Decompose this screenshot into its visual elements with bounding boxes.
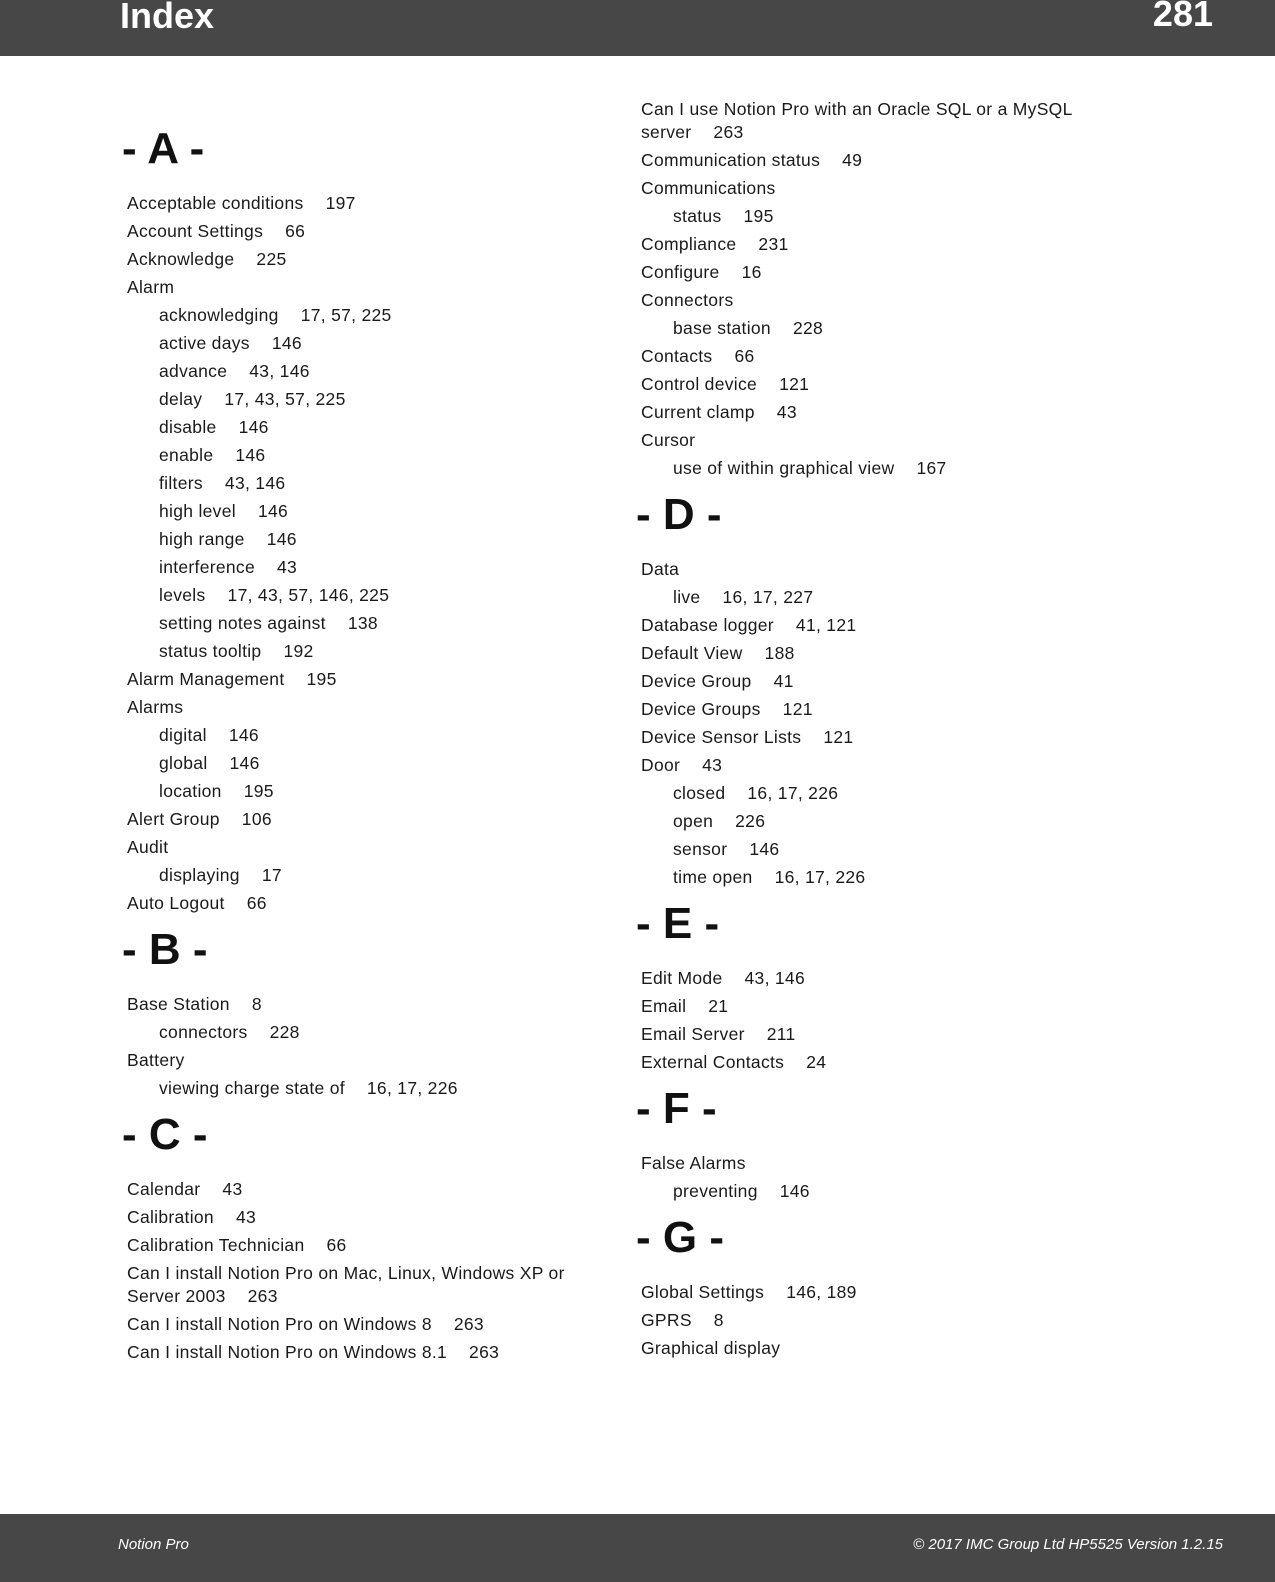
page-title: Index: [120, 0, 215, 36]
index-entry: [122, 1178, 602, 1201]
index-term: Current clamp: [641, 402, 755, 422]
index-subterm-line: [122, 332, 602, 355]
index-subterm: high level: [159, 501, 236, 521]
index-subterm: displaying: [159, 865, 240, 885]
index-page-link[interactable]: 8: [713, 1310, 724, 1330]
index-page-link[interactable]: 195: [743, 206, 774, 226]
index-subterm-line: [122, 360, 602, 383]
index-entry: [122, 248, 602, 271]
index-entry: [122, 892, 602, 915]
index-term: Graphical display: [641, 1338, 781, 1358]
index-column-right: [636, 98, 1106, 1365]
index-subterm: base station: [673, 318, 771, 338]
index-term: Connectors: [641, 290, 734, 310]
index-subterm: advance: [159, 361, 228, 381]
index-page-link[interactable]: 146: [749, 839, 780, 859]
index-subterm-line: [122, 388, 602, 411]
index-entry: [122, 1313, 602, 1336]
index-subterm: live: [673, 587, 701, 607]
index-subterm: open: [673, 811, 714, 831]
index-subterm: status: [673, 206, 722, 226]
index-subterm: active days: [159, 333, 250, 353]
index-term-line: [122, 808, 602, 831]
index-entry: [636, 1337, 1106, 1360]
index-term-line: [636, 177, 1106, 200]
index-term: Can I install Notion Pro on Windows 8: [127, 1314, 432, 1334]
index-term-line: [636, 558, 1106, 581]
index-entry: [636, 345, 1106, 368]
index-letter-heading: - G -: [636, 1213, 724, 1262]
index-subterm: sensor: [673, 839, 728, 859]
index-subterm-line: [122, 528, 602, 551]
index-letter-heading: - E -: [636, 899, 720, 948]
index-page-link[interactable]: 43: [222, 1179, 243, 1199]
index-page-link[interactable]: 146, 189: [786, 1282, 857, 1302]
index-subterm-line: [122, 304, 602, 327]
footer-product: Notion Pro: [118, 1536, 189, 1553]
index-subterm-line: [636, 317, 1106, 340]
index-page-link[interactable]: 43: [277, 557, 298, 577]
index-term: Base Station: [127, 994, 230, 1014]
index-letter-heading: - F -: [636, 1084, 717, 1133]
index-page-link[interactable]: 16, 17, 227: [722, 587, 814, 607]
index-page-link[interactable]: 41, 121: [795, 615, 857, 635]
index-term: Calendar: [127, 1179, 201, 1199]
index-subterm-line: [122, 1077, 602, 1100]
index-page-link[interactable]: 66: [285, 221, 306, 241]
index-term: Acceptable conditions: [127, 193, 304, 213]
index-page-link[interactable]: 21: [708, 996, 729, 1016]
index-page-link[interactable]: 121: [782, 699, 813, 719]
index-entry: [122, 1341, 602, 1364]
index-entry: [636, 401, 1106, 424]
index-page-link[interactable]: 66: [326, 1235, 347, 1255]
index-subterm: filters: [159, 473, 203, 493]
index-subterm: connectors: [159, 1022, 248, 1042]
index-subterm: global: [159, 753, 208, 773]
index-page-link[interactable]: 17, 57, 225: [300, 305, 392, 325]
index-term-line: [122, 696, 602, 719]
index-subterm: viewing charge state of: [159, 1078, 345, 1098]
index-entry: [122, 808, 602, 831]
index-term-line: [636, 1337, 1106, 1360]
index-page-link[interactable]: 146: [238, 417, 269, 437]
index-term-line: [636, 1051, 1106, 1074]
index-letter-heading: - C -: [122, 1110, 208, 1159]
index-term: Calibration Technician: [127, 1235, 305, 1255]
index-subterm-line: [636, 810, 1106, 833]
index-entry: [636, 1309, 1106, 1332]
index-page-link[interactable]: 16, 17, 226: [366, 1078, 458, 1098]
index-subterm-line: [636, 457, 1106, 480]
index-subterm: high range: [159, 529, 245, 549]
index-term-line: [636, 614, 1106, 637]
index-page-link[interactable]: 41: [773, 671, 794, 691]
index-term: Control device: [641, 374, 758, 394]
index-page-link[interactable]: 146: [271, 333, 302, 353]
index-term-line: [636, 289, 1106, 312]
index-page-link[interactable]: 211: [766, 1024, 796, 1044]
index-term: Alarms: [127, 697, 184, 717]
index-entry: [636, 98, 1106, 144]
index-page-link[interactable]: 43: [235, 1207, 257, 1227]
index-term-line: [122, 1341, 602, 1364]
index-page-link[interactable]: 17, 43, 57, 146, 225: [227, 585, 390, 605]
page-number: 281: [1152, 0, 1213, 34]
index-page-link[interactable]: 188: [764, 643, 795, 663]
index-page-link[interactable]: 263: [713, 122, 744, 142]
index-page-link[interactable]: 121: [779, 374, 810, 394]
index-term-line: [636, 233, 1106, 256]
index-term-line: [636, 1281, 1106, 1304]
index-subterm: status tooltip: [159, 641, 262, 661]
index-subterm: use of within graphical view: [673, 458, 895, 478]
index-subterm: disable: [159, 417, 217, 437]
index-subterm: preventing: [673, 1181, 758, 1201]
index-term: Cursor: [641, 430, 696, 450]
index-entry: [636, 429, 1106, 480]
index-term: Alert Group: [127, 809, 220, 829]
index-entry: [636, 1152, 1106, 1203]
index-term-line: [122, 668, 602, 691]
index-page-link[interactable]: 66: [734, 346, 755, 366]
index-entry: [636, 233, 1106, 256]
index-page-link[interactable]: 66: [246, 893, 267, 913]
index-entry: [636, 261, 1106, 284]
index-entry: [122, 1262, 602, 1308]
index-page-link[interactable]: 43, 146: [744, 968, 805, 988]
index-page-link[interactable]: 195: [306, 669, 337, 689]
index-term-line: [122, 220, 602, 243]
index-term: Database logger: [641, 615, 774, 635]
index-page-link[interactable]: 138: [347, 613, 378, 633]
index-term: Data: [641, 559, 680, 579]
index-letter-heading: - B -: [122, 925, 208, 974]
index-subterm-line: [122, 1021, 602, 1044]
index-page-link[interactable]: 263: [247, 1286, 278, 1306]
index-entry: [122, 993, 602, 1044]
index-page-link[interactable]: 43, 146: [224, 473, 286, 493]
index-term: Auto Logout: [127, 893, 225, 913]
index-term: Battery: [127, 1050, 185, 1070]
index-entry: [122, 1206, 602, 1229]
page-footer: [0, 1514, 1275, 1582]
footer-copyright: © 2017 IMC Group Ltd HP5525 Version 1.2.15: [913, 1536, 1223, 1553]
index-entry: [636, 289, 1106, 340]
index-page-link[interactable]: 43: [702, 755, 723, 775]
index-term: Communications: [641, 178, 776, 198]
index-page-link[interactable]: 17, 43, 57, 225: [224, 389, 346, 409]
index-term-line: [636, 754, 1106, 777]
index-entry: [636, 726, 1106, 749]
index-page-link[interactable]: 16, 17, 226: [747, 783, 839, 803]
index-column-left: [122, 118, 602, 1369]
index-entry: [636, 558, 1106, 609]
index-entry: [636, 149, 1106, 172]
index-subterm-line: [122, 472, 602, 495]
index-page-link[interactable]: 146: [235, 445, 266, 465]
index-term-line: [122, 248, 602, 271]
index-term: False Alarms: [641, 1153, 746, 1173]
index-subterm-line: [122, 724, 602, 747]
index-page-link[interactable]: 16, 17, 226: [774, 867, 866, 887]
index-page-link[interactable]: 146: [228, 725, 259, 745]
index-term: Contacts: [641, 346, 713, 366]
index-term: Device Sensor Lists: [641, 727, 802, 747]
index-page-link[interactable]: 24: [806, 1052, 827, 1072]
index-term-line: [122, 1206, 602, 1229]
index-page-link[interactable]: 228: [792, 318, 824, 338]
index-subterm-line: [122, 864, 602, 887]
index-entry: [636, 670, 1106, 693]
index-subterm: time open: [673, 867, 753, 887]
index-term: Door: [641, 755, 681, 775]
index-entry: [636, 995, 1106, 1018]
index-entry: [636, 967, 1106, 990]
index-entry: [636, 642, 1106, 665]
index-subterm: location: [159, 781, 222, 801]
index-term-line: [122, 993, 602, 1016]
index-term-line: [636, 726, 1106, 749]
index-page-link[interactable]: 121: [823, 727, 854, 747]
index-term: Default View: [641, 643, 743, 663]
index-entry: [636, 698, 1106, 721]
index-page-link[interactable]: 17: [261, 865, 282, 885]
index-page-link[interactable]: 43, 146: [249, 361, 310, 381]
index-entry: [122, 696, 602, 803]
index-term-line: [122, 1262, 602, 1308]
index-term-line: [636, 401, 1106, 424]
index-term: Device Group: [641, 671, 752, 691]
index-subterm: setting notes against: [159, 613, 326, 633]
index-subterm-line: [636, 782, 1106, 805]
index-term: Calibration: [127, 1207, 214, 1227]
index-term-line: [636, 698, 1106, 721]
index-subterm: digital: [159, 725, 207, 745]
index-entry: [122, 836, 602, 887]
index-entry: [636, 754, 1106, 889]
index-entry: [636, 1281, 1106, 1304]
index-term: Device Groups: [641, 699, 761, 719]
index-term: Configure: [641, 262, 720, 282]
index-page-link[interactable]: 226: [735, 811, 766, 831]
index-term: Audit: [127, 837, 169, 857]
index-term: Communication status: [641, 150, 821, 170]
index-page-link[interactable]: 43: [776, 402, 797, 422]
index-term-line: [636, 967, 1106, 990]
index-term-line: [122, 276, 602, 299]
index-term-line: [636, 642, 1106, 665]
index-term-line: [636, 149, 1106, 172]
index-term-line: [122, 1049, 602, 1072]
index-term-line: [122, 892, 602, 915]
index-term-line: [636, 1023, 1106, 1046]
index-subterm-line: [122, 612, 602, 635]
index-subterm-line: [122, 780, 602, 803]
index-term-line: [636, 995, 1106, 1018]
index-page-link[interactable]: 106: [241, 809, 272, 829]
page-header: [0, 0, 1275, 56]
index-term: Alarm Management: [127, 669, 285, 689]
index-page-link[interactable]: 263: [469, 1342, 500, 1362]
index-entry: [122, 1049, 602, 1100]
index-page-link[interactable]: 263: [453, 1314, 484, 1334]
index-subterm: levels: [159, 585, 206, 605]
index-subterm-line: [122, 416, 602, 439]
index-term: Edit Mode: [641, 968, 723, 988]
index-subterm: enable: [159, 445, 214, 465]
index-subterm-line: [636, 838, 1106, 861]
index-term: Account Settings: [127, 221, 264, 241]
index-term: Email: [641, 996, 687, 1016]
index-entry: [636, 177, 1106, 228]
index-letter-heading: - D -: [636, 490, 722, 539]
index-page-link[interactable]: 192: [283, 641, 314, 661]
index-term: External Contacts: [641, 1052, 785, 1072]
index-page-link[interactable]: 228: [269, 1022, 300, 1042]
index-term: Compliance: [641, 234, 737, 254]
index-subterm-line: [636, 1180, 1106, 1203]
index-subterm-line: [122, 752, 602, 775]
index-entry: [122, 192, 602, 215]
index-subterm-line: [122, 500, 602, 523]
index-entry: [122, 1234, 602, 1257]
index-page-link[interactable]: 8: [251, 994, 262, 1014]
index-term: Global Settings: [641, 1282, 765, 1302]
index-term: Can I install Notion Pro on Mac, Linux, Windows XP or Server 2003: [127, 1263, 565, 1306]
index-term-line: [636, 1152, 1106, 1175]
index-subterm-line: [122, 640, 602, 663]
index-term-line: [636, 429, 1106, 452]
index-page-link[interactable]: 167: [916, 458, 947, 478]
index-page-link[interactable]: 197: [325, 193, 356, 213]
index-entry: [122, 668, 602, 691]
index-term: Can I install Notion Pro on Windows 8.1: [127, 1342, 448, 1362]
index-subterm: delay: [159, 389, 203, 409]
index-term: GPRS: [641, 1310, 692, 1330]
index-term: Acknowledge: [127, 249, 235, 269]
index-page-link[interactable]: 146: [779, 1181, 810, 1201]
index-entry: [636, 373, 1106, 396]
index-subterm-line: [636, 205, 1106, 228]
index-page-link[interactable]: 146: [266, 529, 297, 549]
index-subterm-line: [122, 584, 602, 607]
index-term-line: [636, 345, 1106, 368]
index-page-link[interactable]: 16: [741, 262, 762, 282]
index-term-line: [122, 1313, 602, 1336]
index-term: Can I use Notion Pro with an Oracle SQL or a MySQL server: [641, 99, 1072, 142]
index-term-line: [122, 1234, 602, 1257]
index-page-link[interactable]: 195: [243, 781, 274, 801]
index-page-link[interactable]: 231: [758, 234, 789, 254]
index-page-link[interactable]: 146: [229, 753, 260, 773]
index-term-line: [122, 192, 602, 215]
index-subterm-line: [636, 866, 1106, 889]
index-term-line: [122, 836, 602, 859]
index-subterm-line: [636, 586, 1106, 609]
index-term-line: [122, 1178, 602, 1201]
index-entry: [122, 276, 602, 663]
index-letter-heading: - A -: [122, 124, 205, 173]
index-term-line: [636, 98, 1106, 144]
index-entry: [636, 1023, 1106, 1046]
index-entry: [636, 1051, 1106, 1074]
index-subterm: acknowledging: [159, 305, 279, 325]
index-term-line: [636, 261, 1106, 284]
index-subterm: closed: [673, 783, 726, 803]
index-subterm: interference: [159, 557, 256, 577]
index-page-link[interactable]: 49: [842, 150, 863, 170]
index-term-line: [636, 670, 1106, 693]
index-subterm-line: [122, 444, 602, 467]
index-term-line: [636, 1309, 1106, 1332]
index-page-link[interactable]: 146: [257, 501, 289, 521]
index-entry: [122, 220, 602, 243]
index-term: Alarm: [127, 277, 175, 297]
index-term: Email Server: [641, 1024, 745, 1044]
index-term-line: [636, 373, 1106, 396]
index-entry: [636, 614, 1106, 637]
index-page-link[interactable]: 225: [256, 249, 287, 269]
index-subterm-line: [122, 556, 602, 579]
